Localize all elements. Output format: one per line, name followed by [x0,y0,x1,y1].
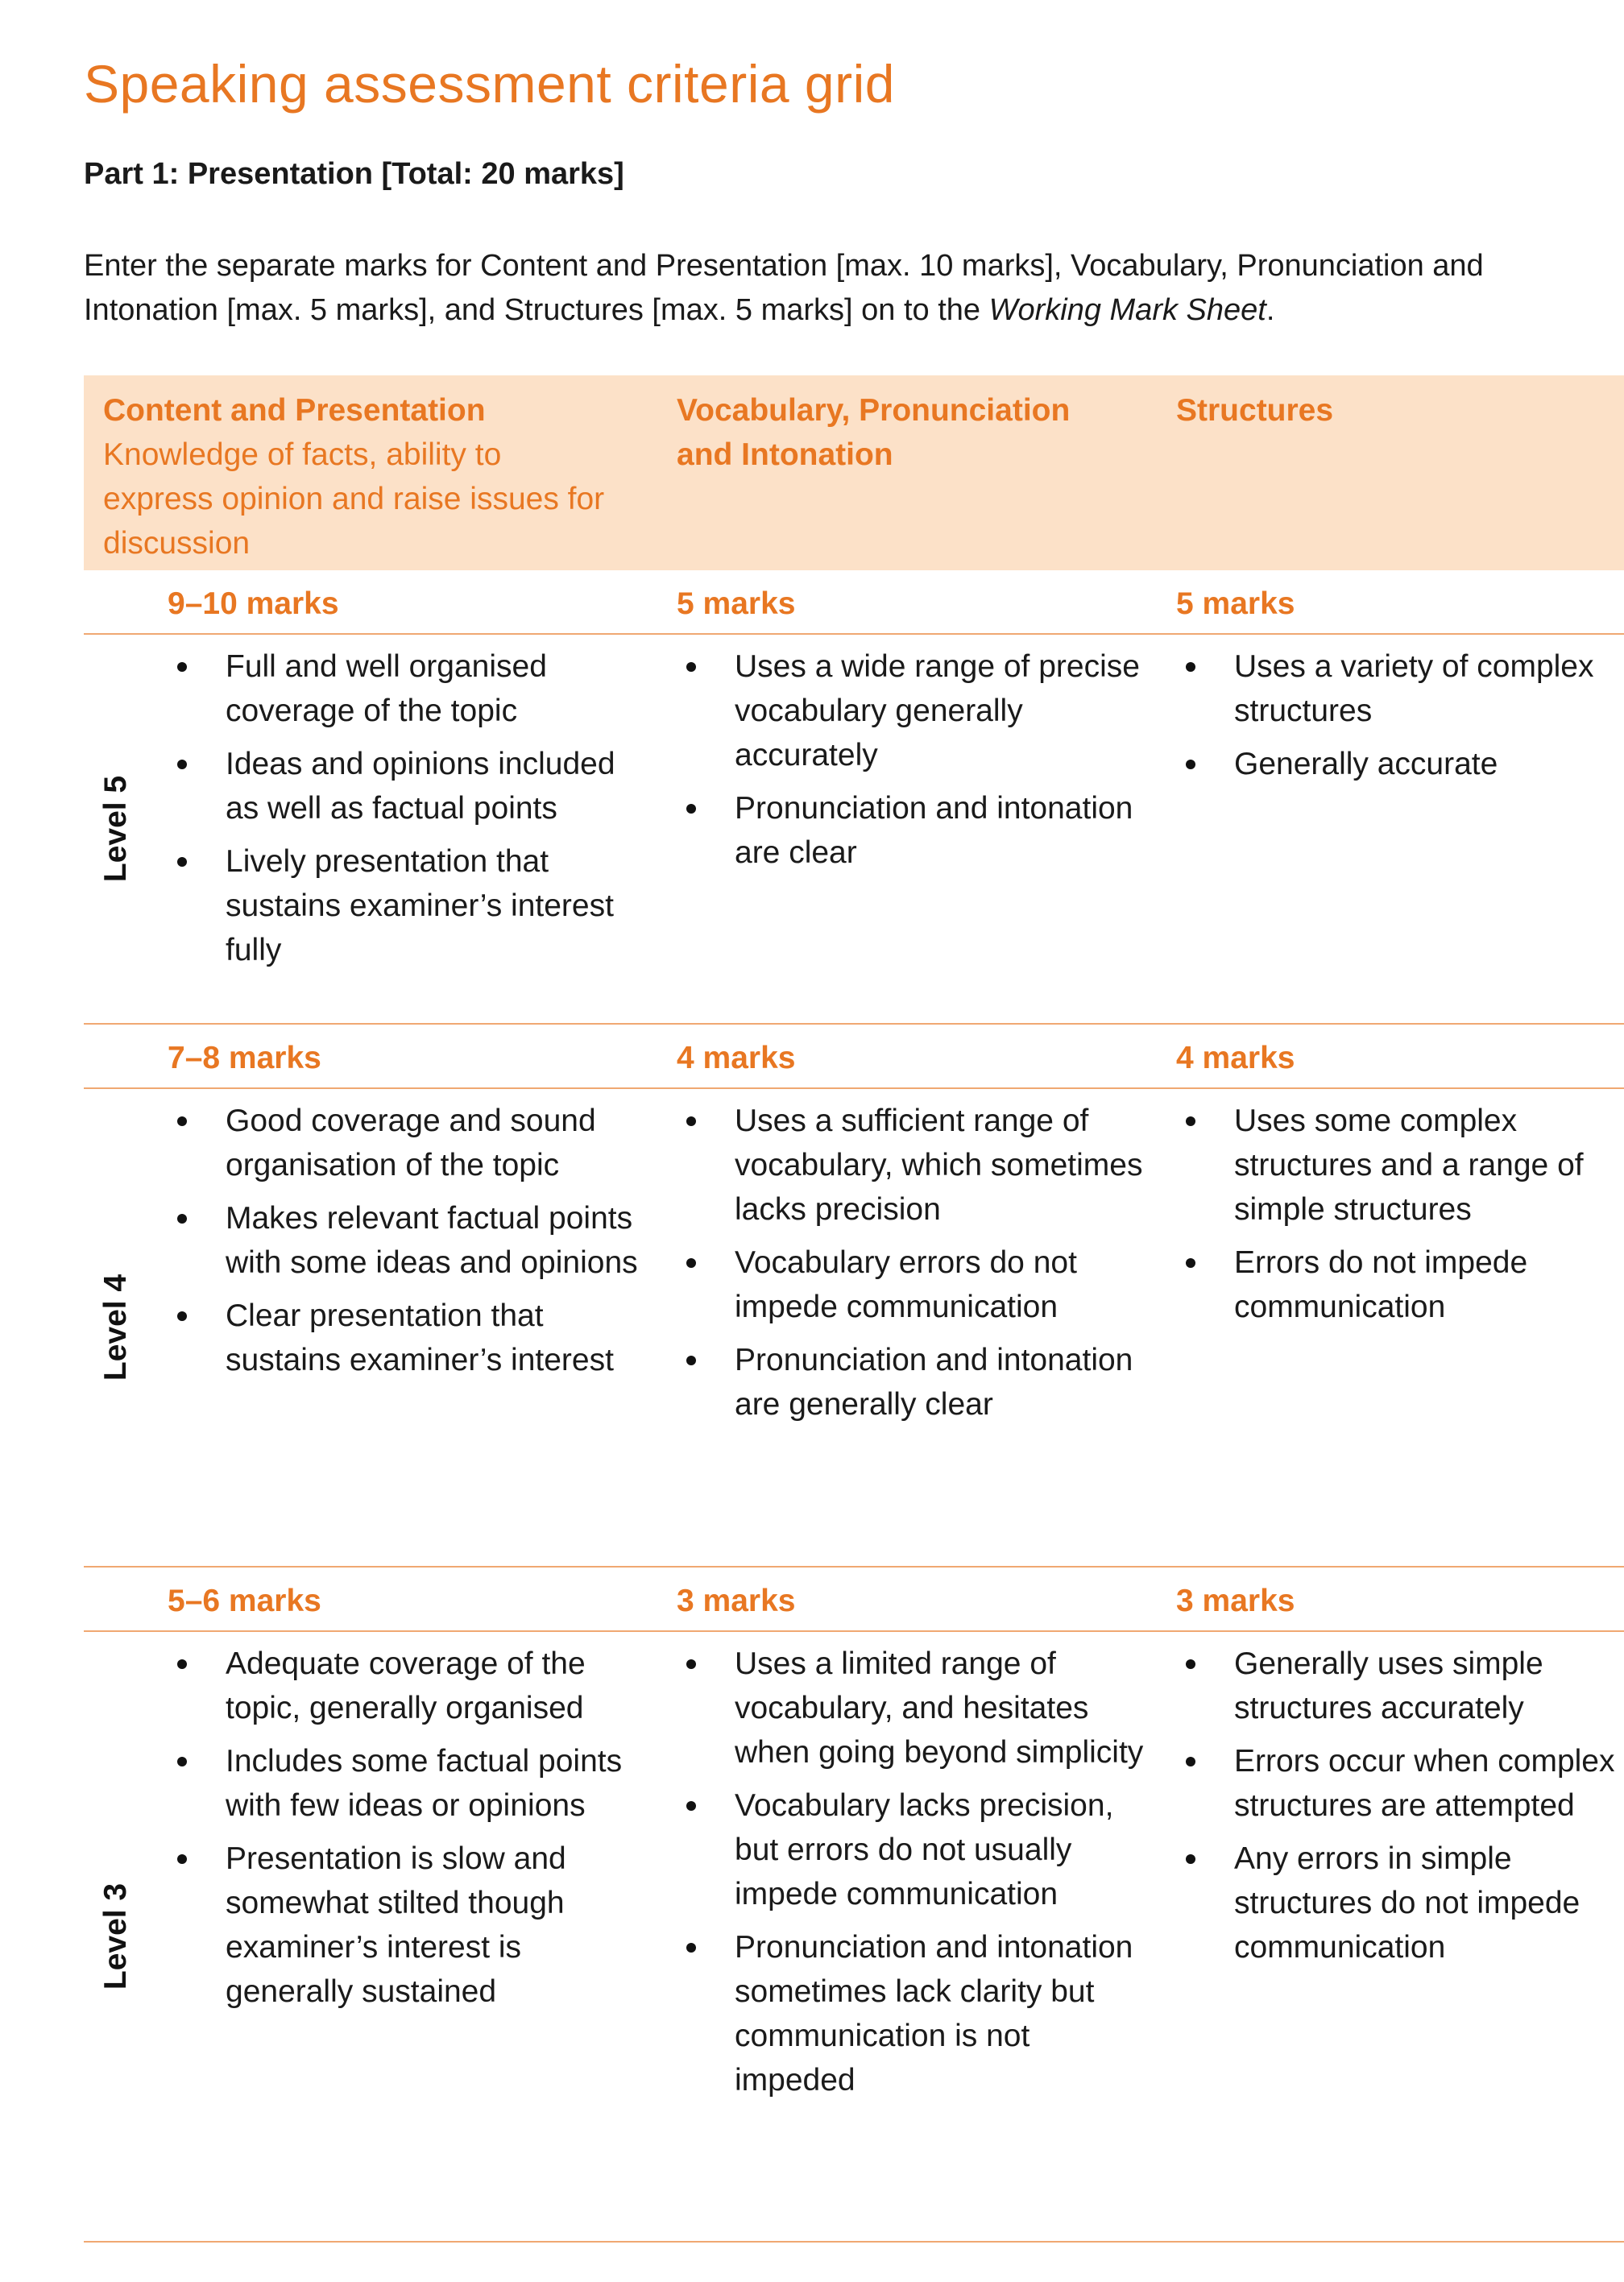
criterion-item: Vocabulary lacks precision, but errors do not usually impede communication [677,1783,1144,1916]
intro-end: . [1266,293,1275,327]
level-row-5 [84,635,1624,1025]
marks-col3: 4 marks [1176,1041,1295,1075]
structures-criteria-list [1176,1642,1624,1978]
criterion-item: Uses some complex structures and a range of simple structures [1176,1099,1624,1232]
header-col3-title: Structures [1176,393,1334,428]
marks-col2: 3 marks [677,1584,796,1618]
header-vocabulary [677,388,1128,477]
criterion-item: Generally accurate [1176,742,1624,786]
part-heading: Part 1: Presentation [Total: 20 marks] [84,157,624,191]
criterion-item: Makes relevant factual points with some ideas and opinions [168,1196,651,1285]
structures-criteria-list [1176,644,1624,795]
marks-col2: 4 marks [677,1041,796,1075]
criterion-item: Pronunciation and intonation are clear [677,786,1144,875]
criterion-item: Ideas and opinions included as well as factual points [168,742,651,830]
vocabulary-criteria-list [677,644,1144,884]
header-structures [1176,388,1579,433]
criterion-item: Full and well organised coverage of the topic [168,644,651,733]
marks-col1: 9–10 marks [168,586,339,621]
marks-row-level-5 [84,570,1624,635]
criterion-item: Pronunciation and intonation are generally clear [677,1338,1144,1427]
criterion-item: Uses a variety of complex structures [1176,644,1624,733]
level-label-text: Level 5 [98,775,133,883]
criteria-grid [84,375,1624,2243]
marks-col1: 7–8 marks [168,1041,321,1075]
level-row-4 [84,1089,1624,1568]
header-content-presentation [103,388,619,565]
criterion-item: Lively presentation that sustains examiner’s interest fully [168,839,651,972]
marks-col1: 5–6 marks [168,1584,321,1618]
intro-italic: Working Mark Sheet [988,293,1266,327]
criterion-item: Uses a sufficient range of vocabulary, which sometimes lacks precision [677,1099,1144,1232]
marks-col2: 5 marks [677,586,796,621]
header-col1-desc: Knowledge of facts, ability to express opinion and raise issues for discussion [103,437,605,561]
criterion-item: Pronunciation and intonation sometimes lack clarity but communication is not impeded [677,1925,1144,2102]
level-label-text: Level 3 [98,1882,133,1990]
criterion-item: Errors do not impede communication [1176,1240,1624,1329]
marks-row-level-3 [84,1568,1624,1632]
criterion-item: Uses a wide range of precise vocabulary generally accurately [677,644,1144,777]
grid-header [84,375,1624,570]
vocabulary-criteria-list [677,1099,1144,1435]
content-criteria-list [168,1099,651,1391]
criterion-item: Clear presentation that sustains examiner’s interest [168,1294,651,1382]
marks-col3: 5 marks [1176,586,1295,621]
content-criteria-list [168,1642,651,2023]
content-criteria-list [168,644,651,981]
criterion-item: Any errors in simple structures do not impede communication [1176,1837,1624,1969]
level-row-3 [84,1632,1624,2243]
criterion-item: Vocabulary errors do not impede communication [677,1240,1144,1329]
criterion-item: Good coverage and sound organisation of the topic [168,1099,651,1187]
level-label-text: Level 4 [98,1274,133,1381]
page-title: Speaking assessment criteria grid [84,54,895,114]
criterion-item: Uses a limited range of vocabulary, and hesitates when going beyond simplicity [677,1642,1144,1775]
criterion-item: Includes some factual points with few ideas or opinions [168,1739,651,1828]
structures-criteria-list [1176,1099,1624,1338]
intro-text: Enter the separate marks for Content and Presentation [max. 10 marks], Vocabulary, Pronunciation and Intonation [max. 5 marks], and Structures [max. 5 marks] on to the [84,249,1484,327]
header-col1-title: Content and Presentation [103,393,486,428]
marks-row-level-4 [84,1025,1624,1089]
criterion-item: Adequate coverage of the topic, generally organised [168,1642,651,1730]
header-col2-title: Vocabulary, Pronunciation and Intonation [677,393,1071,472]
vocabulary-criteria-list [677,1642,1144,2111]
criterion-item: Presentation is slow and somewhat stilted though examiner’s interest is generally sustained [168,1837,651,2014]
criterion-item: Generally uses simple structures accurately [1176,1642,1624,1730]
criterion-item: Errors occur when complex structures are attempted [1176,1739,1624,1828]
marks-col3: 3 marks [1176,1584,1295,1618]
intro-paragraph [84,244,1598,333]
